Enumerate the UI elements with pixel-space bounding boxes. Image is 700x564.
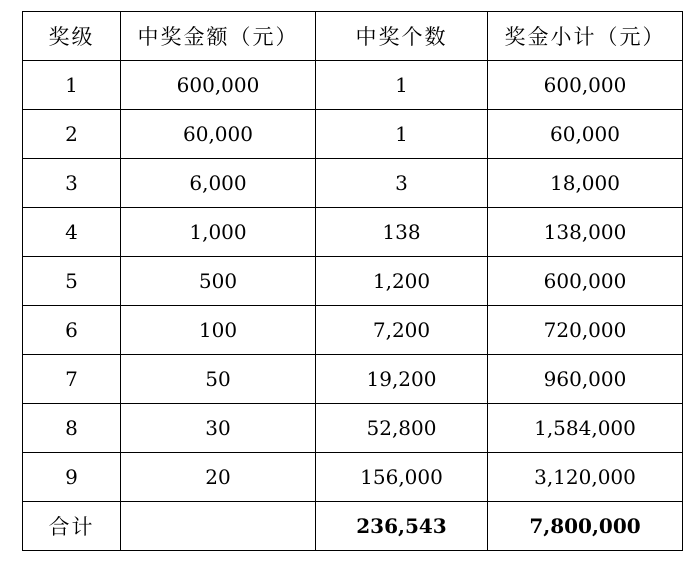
cell-prize-subtotal: 60,000 (488, 110, 683, 159)
cell-prize-level: 3 (23, 159, 121, 208)
cell-prize-level: 9 (23, 453, 121, 502)
cell-prize-level: 2 (23, 110, 121, 159)
cell-prize-subtotal: 138,000 (488, 208, 683, 257)
table-row (23, 159, 683, 208)
cell-prize-amount: 600,000 (121, 61, 316, 110)
cell-prize-level: 1 (23, 61, 121, 110)
cell-prize-amount: 100 (121, 306, 316, 355)
cell-prize-subtotal: 600,000 (488, 257, 683, 306)
table-body (23, 61, 683, 551)
table-row (23, 208, 683, 257)
cell-prize-amount: 1,000 (121, 208, 316, 257)
cell-prize-level: 4 (23, 208, 121, 257)
cell-prize-level: 7 (23, 355, 121, 404)
cell-prize-amount: 500 (121, 257, 316, 306)
cell-prize-subtotal: 1,584,000 (488, 404, 683, 453)
header-row (23, 12, 683, 61)
cell-winner-count: 1 (316, 61, 488, 110)
cell-prize-amount: 30 (121, 404, 316, 453)
header-prize-subtotal: 奖金小计（元） (488, 12, 683, 61)
total-label: 合计 (23, 502, 121, 551)
cell-prize-subtotal: 600,000 (488, 61, 683, 110)
table-row (23, 110, 683, 159)
cell-prize-subtotal: 720,000 (488, 306, 683, 355)
table-row (23, 61, 683, 110)
header-winner-count: 中奖个数 (316, 12, 488, 61)
cell-prize-amount: 20 (121, 453, 316, 502)
cell-prize-level: 6 (23, 306, 121, 355)
total-row (23, 502, 683, 551)
table-header (23, 12, 683, 61)
cell-prize-level: 5 (23, 257, 121, 306)
cell-winner-count: 1 (316, 110, 488, 159)
cell-winner-count: 138 (316, 208, 488, 257)
total-winner-count: 236,543 (316, 502, 488, 551)
cell-prize-amount: 6,000 (121, 159, 316, 208)
cell-prize-subtotal: 960,000 (488, 355, 683, 404)
header-prize-amount: 中奖金额（元） (121, 12, 316, 61)
cell-winner-count: 156,000 (316, 453, 488, 502)
cell-winner-count: 3 (316, 159, 488, 208)
cell-winner-count: 7,200 (316, 306, 488, 355)
cell-winner-count: 1,200 (316, 257, 488, 306)
prize-table (22, 11, 683, 551)
table-row (23, 404, 683, 453)
total-amount-cell (121, 502, 316, 551)
cell-prize-amount: 50 (121, 355, 316, 404)
cell-prize-amount: 60,000 (121, 110, 316, 159)
table-row (23, 257, 683, 306)
cell-prize-level: 8 (23, 404, 121, 453)
cell-prize-subtotal: 3,120,000 (488, 453, 683, 502)
cell-winner-count: 52,800 (316, 404, 488, 453)
total-prize-subtotal: 7,800,000 (488, 502, 683, 551)
header-prize-level: 奖级 (23, 12, 121, 61)
cell-winner-count: 19,200 (316, 355, 488, 404)
table-row (23, 306, 683, 355)
table-row (23, 453, 683, 502)
cell-prize-subtotal: 18,000 (488, 159, 683, 208)
table-row (23, 355, 683, 404)
